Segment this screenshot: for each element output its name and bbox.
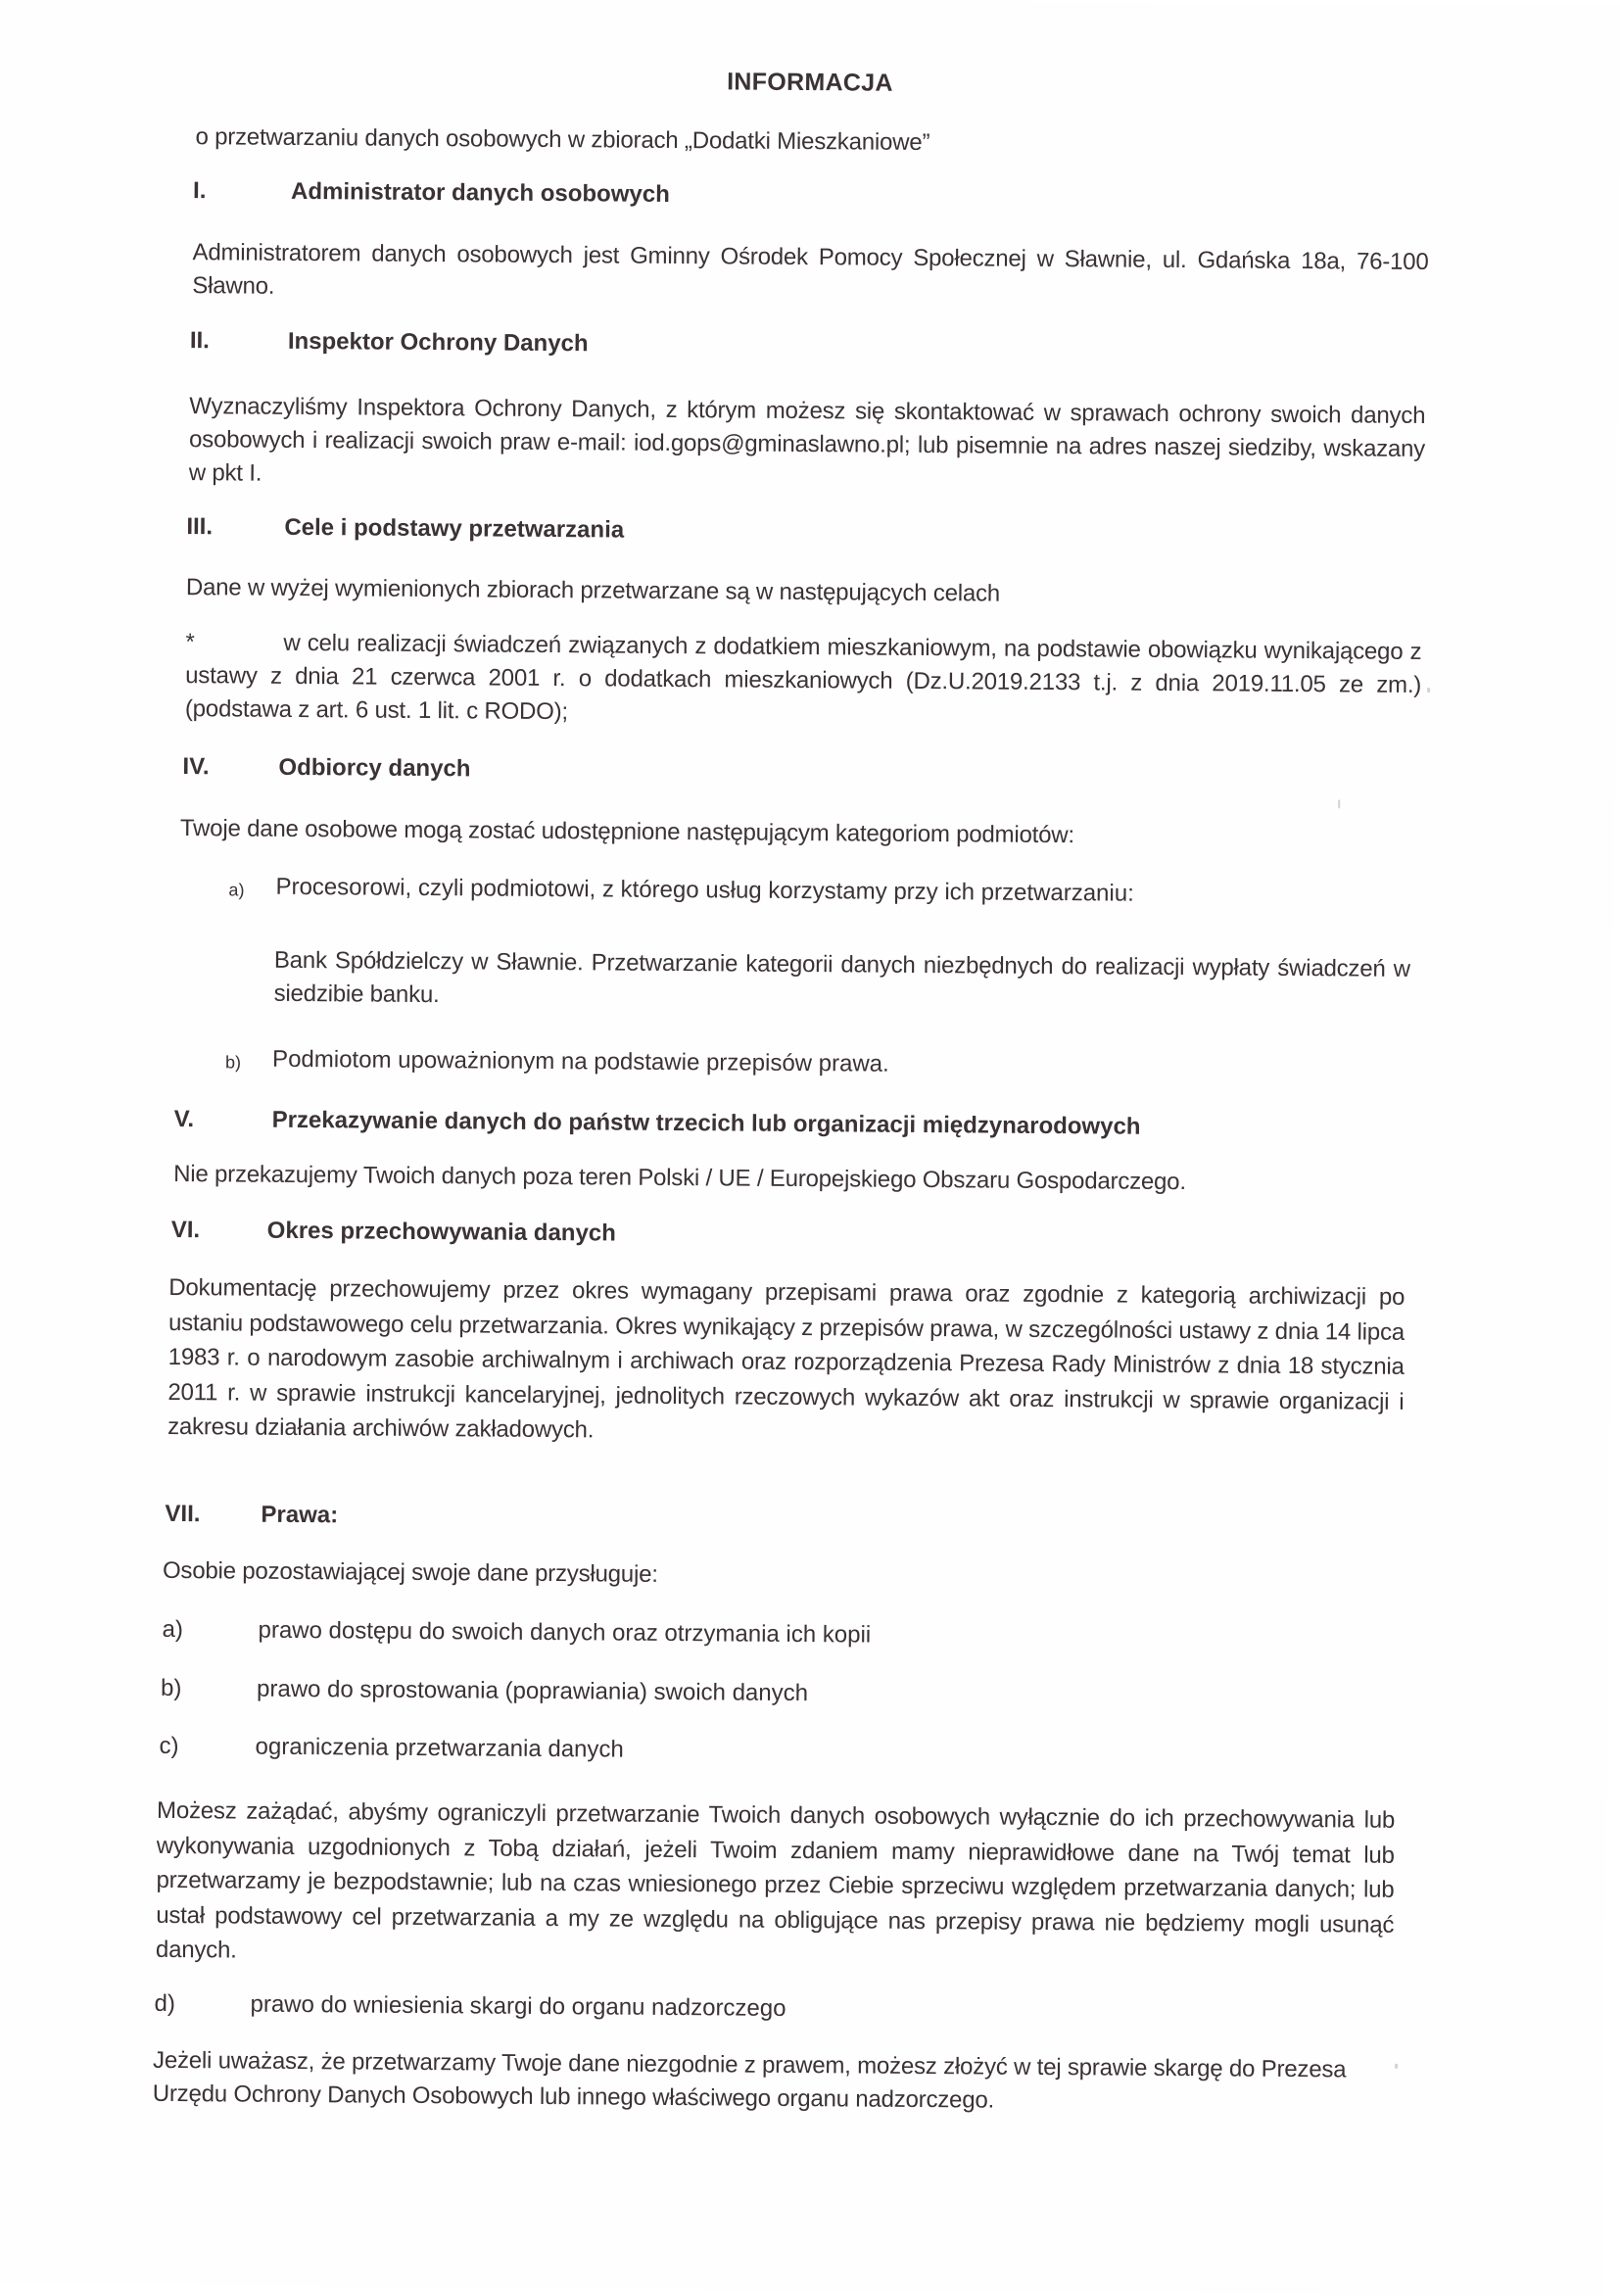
item-marker: b) [225,1052,242,1073]
section-title: Odbiorcy danych [278,753,471,783]
item-text: prawo dostępu do swoich danych oraz otrzymania ich kopii [258,1616,872,1649]
right-item-d [154,1987,1391,2022]
right-item-c-detail: Możesz zażądać, abyśmy ograniczyli przetwarzanie Twoich danych osobowych wyłącznie do ich przechowywania lub wykonywania uzgodnionych z Tobą działań, jeżeli Twoim zdaniem mamy nieprawidłowe dane na Twój temat lub przetwarzamy je bezpodstawnie; lub na czas wniesionego przez Ciebie sprzeciwu względem przetwarzania danych; lub ustał podstawowy cel przetwarzania a my ze względu na obligujące nas przepisy prawa nie będziemy mogli usunąć danych. [155,1796,1396,1964]
section-heading-ii [189,324,1424,358]
section-title: Cele i podstawy przetwarzania [284,513,625,544]
item-text: Podmiotom upoważnionym na podstawie przepisów prawa. [272,1045,889,1077]
item-text: ograniczenia przetwarzania danych [255,1733,624,1763]
item-marker: d) [154,1989,175,2018]
item-marker: a) [228,880,245,900]
section-title: Prawa: [261,1501,339,1529]
section-number: VII. [165,1500,201,1528]
scan-artifact [1395,2064,1398,2069]
scan-artifact [1427,688,1430,693]
section-title: Administrator danych osobowych [290,177,670,208]
recipient-item-b [225,1042,1410,1077]
section-i-paragraph: Administratorem danych osobowych jest Gminny Ośrodek Pomocy Społecznej w Sławnie, ul. Gdańska 18a, 76-100 Sławno. [192,239,1429,300]
section-number: V. [173,1105,195,1133]
section-title: Przekazywanie danych do państw trzecich lub organizacji międzynarodowych [271,1106,1141,1140]
recipient-item-a [228,870,1414,907]
section-title: Inspektor Ochrony Danych [287,327,589,358]
document-subtitle: o przetwarzaniu danych osobowych w zbiorach „Dodatki Mieszkaniowe” [195,123,930,157]
item-text: prawo do sprostowania (poprawiania) swoich danych [256,1675,809,1707]
section-heading-vii [165,1498,1400,1529]
section-vi-paragraph: Dokumentację przechowujemy przez okres wymagany przepisami prawa oraz zgodnie z kategorią archiwizacji po ustaniu podstawowego celu przetwarzania. Okres wynikający z przepisów prawa, w szczególności ustawy z dnia 14 lipca 1983 r. o narodowym zasobie archiwalnym i archiwach oraz rozporządzenia Prezesa Rady Ministrów z dnia 18 stycznia 2011 r. w sprawie instrukcji kancelaryjnej, jednolitych rzeczowych wykazów akt oraz instrukcji w sprawie organizacji i zakresu działania archiwów zakładowych. [167,1273,1406,1444]
section-heading-iv [182,750,1417,783]
section-number: VI. [170,1216,201,1244]
scan-artifact [1338,799,1340,808]
bullet-marker: * [185,629,195,656]
section-heading-iii [186,510,1421,544]
section-vii-intro: Osobie pozostawiającej swoje dane przysługuje: [162,1556,658,1588]
section-heading-i [192,174,1427,208]
item-marker: c) [159,1732,179,1760]
right-item-c [159,1730,1396,1763]
section-number: II. [189,327,211,355]
section-number: III. [186,513,214,541]
right-item-a [162,1613,1399,1649]
recipient-item-a-detail: Bank Spółdzielczy w Sławnie. Przetwarzanie kategorii danych niezbędnych do realizacji wypłaty świadczeń w siedzibie banku. [273,946,1410,1009]
section-heading-vi [170,1214,1406,1247]
right-item-b [160,1672,1397,1707]
item-text: prawo do wniesienia skargi do organu nadzorczego [250,1990,786,2022]
item-marker: a) [162,1615,183,1644]
item-marker: b) [160,1674,182,1702]
section-heading-v [173,1103,1408,1140]
section-iii-intro: Dane w wyżej wymienionych zbiorach przetwarzane są w następujących celach [185,574,1001,607]
section-ii-paragraph: Wyznaczyliśmy Inspektora Ochrony Danych, z którym możesz się skontaktować w sprawach ochrony swoich danych osobowych i realizacji swoich praw e-mail: iod.gops@gminaslawno.pl; lub pisemnie na adres naszej siedziby, wskazany w pkt I. [188,393,1426,487]
section-number: IV. [182,753,210,781]
document-title: INFORMACJA [727,68,893,97]
section-iv-intro: Twoje dane osobowe mogą zostać udostępnione następującym kategoriom podmiotów: [179,815,1075,849]
section-v-paragraph: Nie przekazujemy Twoich danych poza teren Polski / UE / Europejskiego Obszaru Gospodarczego. [173,1160,1186,1196]
section-number: I. [192,177,207,205]
right-item-d-detail: Jeżeli uważasz, że przetwarzamy Twoje dane niezgodnie z prawem, możesz złożyć w tej sprawie skargę do Prezesa Urzędu Ochrony Danych Osobowych lub innego właściwego organu nadzorczego. [152,2046,1347,2114]
section-iii-bullet-item [185,626,1422,736]
bullet-text: w celu realizacji świadczeń związanych z dodatkiem mieszkaniowym, na podstawie obowiązku wynikającego z ustawy z dnia 21 czerwca 2001 r. o dodatkach mieszkaniowych (Dz.U.2019.2133 t.j. z dnia 2019.11.05 ze zm.) (podstawa z art. 6 ust. 1 lit. c RODO); [184,629,1422,726]
section-title: Okres przechowywania danych [266,1217,616,1247]
item-text: Procesorowi, czyli podmiotowi, z którego usług korzystamy przy ich przetwarzaniu: [275,873,1134,907]
